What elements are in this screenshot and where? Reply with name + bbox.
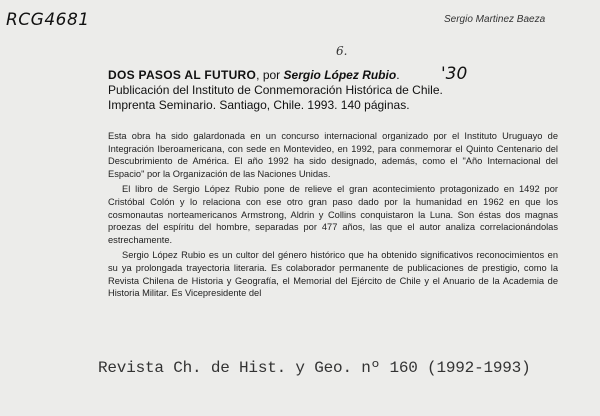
review-heading — [108, 68, 468, 113]
handwritten-number: '30 — [441, 64, 468, 84]
paragraph: Sergio López Rubio es un cultor del género histórico que ha obtenido significativos reconocimientos en su ya prolongada trayectoria literaria. Es colaborador permanente de publicaciones de prestigio, como la Revista Chilena de Historia y Geografía, el Memorial del Ejército de Chile y el Anuario de la Academia de Historia Militar. Es Vicepresidente del — [108, 250, 558, 299]
item-mark: 6. — [336, 44, 348, 58]
book-title: DOS PASOS AL FUTURO — [108, 68, 257, 82]
by-word: , por — [256, 68, 284, 82]
publisher-line: Publicación del Instituto de Conmemoración Histórica de Chile. — [108, 83, 443, 97]
book-author: Sergio López Rubio — [283, 68, 397, 82]
imprint-line: Imprenta Seminario. Santiago, Chile. 1993. 140 páginas. — [108, 98, 410, 112]
reference-code: RCG4681 — [6, 10, 90, 30]
heading-period: . — [396, 68, 400, 82]
journal-citation: Revista Ch. de Hist. y Geo. nº 160 (1992-1993) — [98, 359, 531, 377]
review-body — [108, 130, 558, 303]
heading-line-1 — [108, 68, 468, 83]
paragraph: Esta obra ha sido galardonada en un concurso internacional organizado por el Instituto Uruguayo de Integración Iberoamericana, con sede en Montevideo, en 1992, para conmemorar el Quinto Centenario del Descubrimiento de América. El año 1992 ha sido designado, además, como el "Año Internacional del Espacio" por la Organización de las Naciones Unidas. — [108, 131, 558, 179]
paragraph: El libro de Sergio López Rubio pone de relieve el gran acontecimiento protagonizado en 1492 por Cristóbal Colón y lo relaciona con ese otro gran paso dado por la humanidad en 1962 en que los cosmonautas norteamericanos Armstrong, Aldrin y Collins conquistaron la Luna. Son éstas dos magnas proezas del espíritu del hombre, separadas por 477 años, las que el autor analiza correlacionándolas estrechamente. — [108, 184, 558, 245]
running-author: Sergio Martinez Baeza — [444, 14, 546, 25]
